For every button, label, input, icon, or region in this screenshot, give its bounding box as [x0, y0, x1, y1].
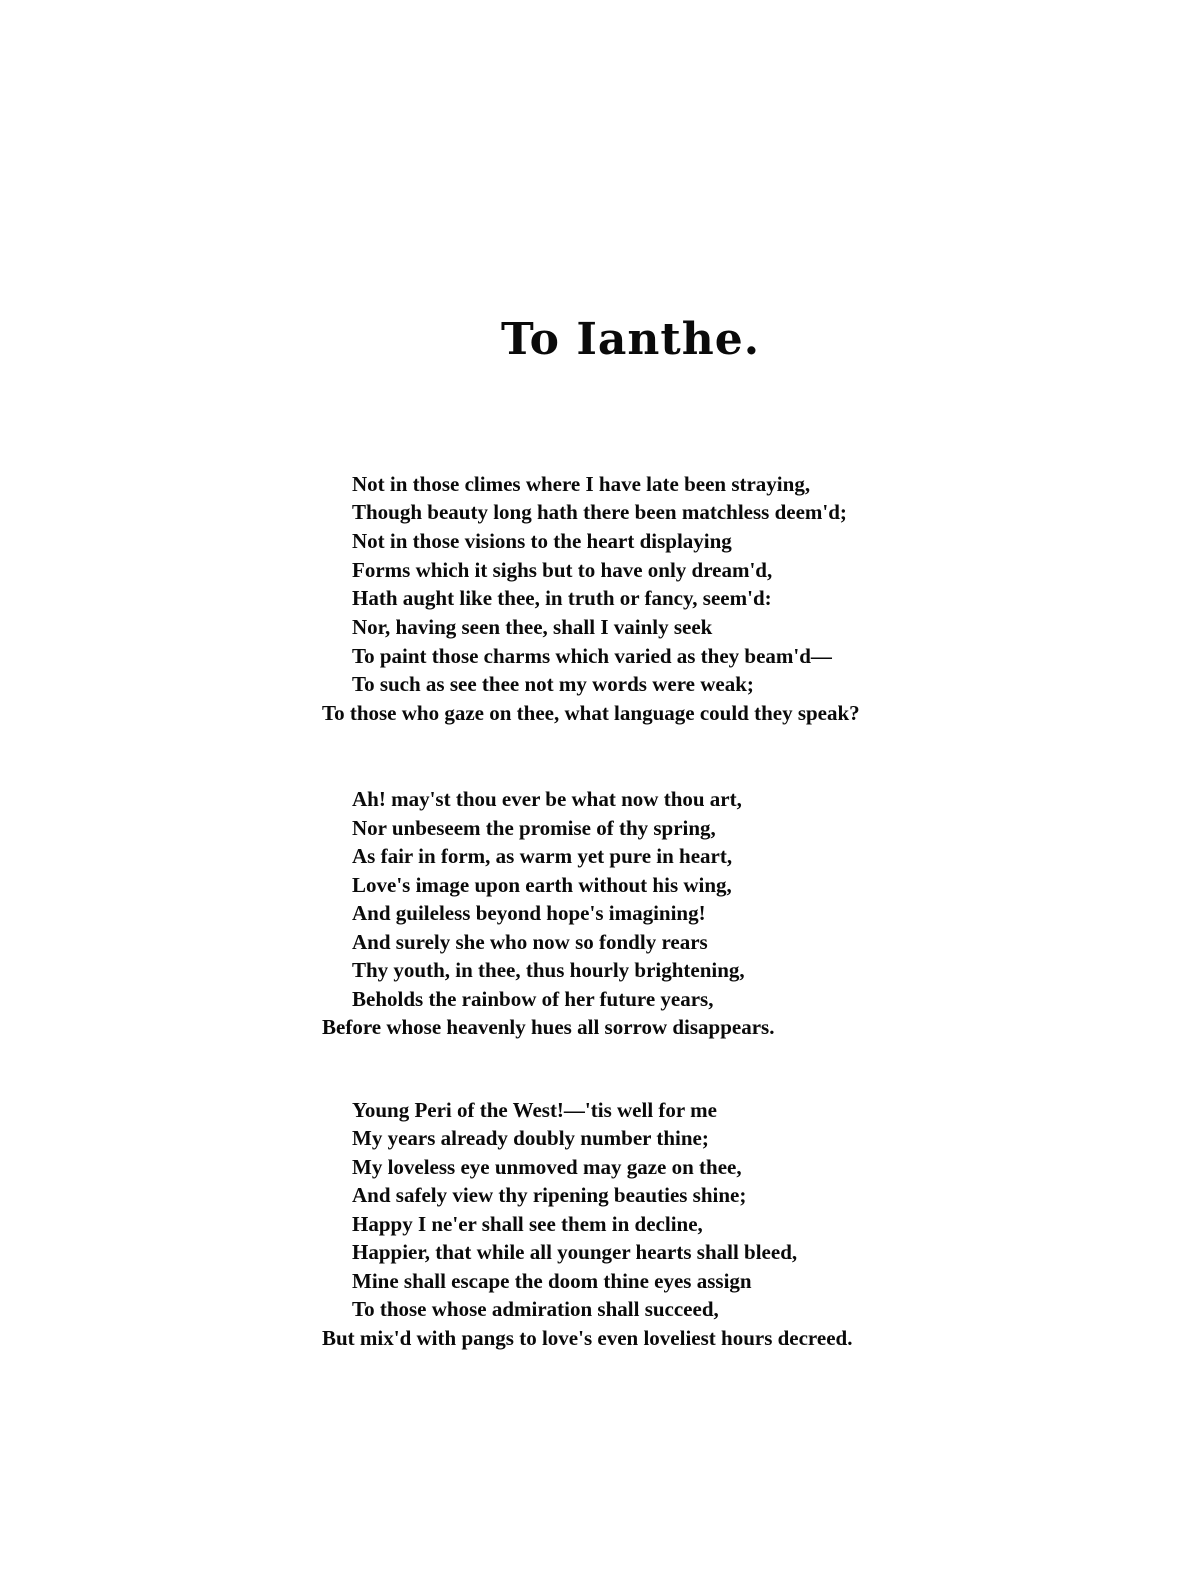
poem-line: Though beauty long hath there been matchless deem'd;	[352, 500, 847, 524]
poem-line: Not in those climes where I have late been straying,	[352, 472, 811, 496]
poem-line: And surely she who now so fondly rears	[352, 930, 708, 954]
poem-line: As fair in form, as warm yet pure in heart,	[352, 844, 733, 868]
poem-line: To those who gaze on thee, what language could they speak?	[322, 701, 860, 725]
poem-line: Mine shall escape the doom thine eyes assign	[352, 1269, 752, 1293]
poem-line: Thy youth, in thee, thus hourly brightening,	[352, 958, 745, 982]
poem-line: Ah! may'st thou ever be what now thou art,	[352, 787, 742, 811]
poem-line: And safely view thy ripening beauties shine;	[352, 1183, 747, 1207]
poem-line: Young Peri of the West!—'tis well for me	[352, 1098, 717, 1122]
poem-line: Happy I ne'er shall see them in decline,	[352, 1212, 703, 1236]
poem-line: Happier, that while all younger hearts shall bleed,	[352, 1240, 798, 1264]
poem-line: Forms which it sighs but to have only dream'd,	[352, 558, 773, 582]
poem-line: To such as see thee not my words were weak;	[352, 672, 754, 696]
poem-line: Nor unbeseem the promise of thy spring,	[352, 816, 716, 840]
poem-line: Beholds the rainbow of her future years,	[352, 987, 714, 1011]
poem-line: Not in those visions to the heart displaying	[352, 529, 732, 553]
poem-line: And guileless beyond hope's imagining!	[352, 901, 706, 925]
poem-line: But mix'd with pangs to love's even loveliest hours decreed.	[322, 1326, 853, 1350]
poem-line: Before whose heavenly hues all sorrow disappears.	[322, 1015, 775, 1039]
poem-line: Love's image upon earth without his wing,	[352, 873, 732, 897]
poem-line: My loveless eye unmoved may gaze on thee,	[352, 1155, 742, 1179]
poem-line: Hath aught like thee, in truth or fancy, seem'd:	[352, 586, 772, 610]
poem-title: To Ianthe.	[500, 314, 761, 365]
poem-line: To those whose admiration shall succeed,	[352, 1297, 719, 1321]
poem-line: To paint those charms which varied as they beam'd—	[352, 644, 832, 668]
poem-line: Nor, having seen thee, shall I vainly seek	[352, 615, 713, 639]
poem-line: My years already doubly number thine;	[352, 1126, 709, 1150]
